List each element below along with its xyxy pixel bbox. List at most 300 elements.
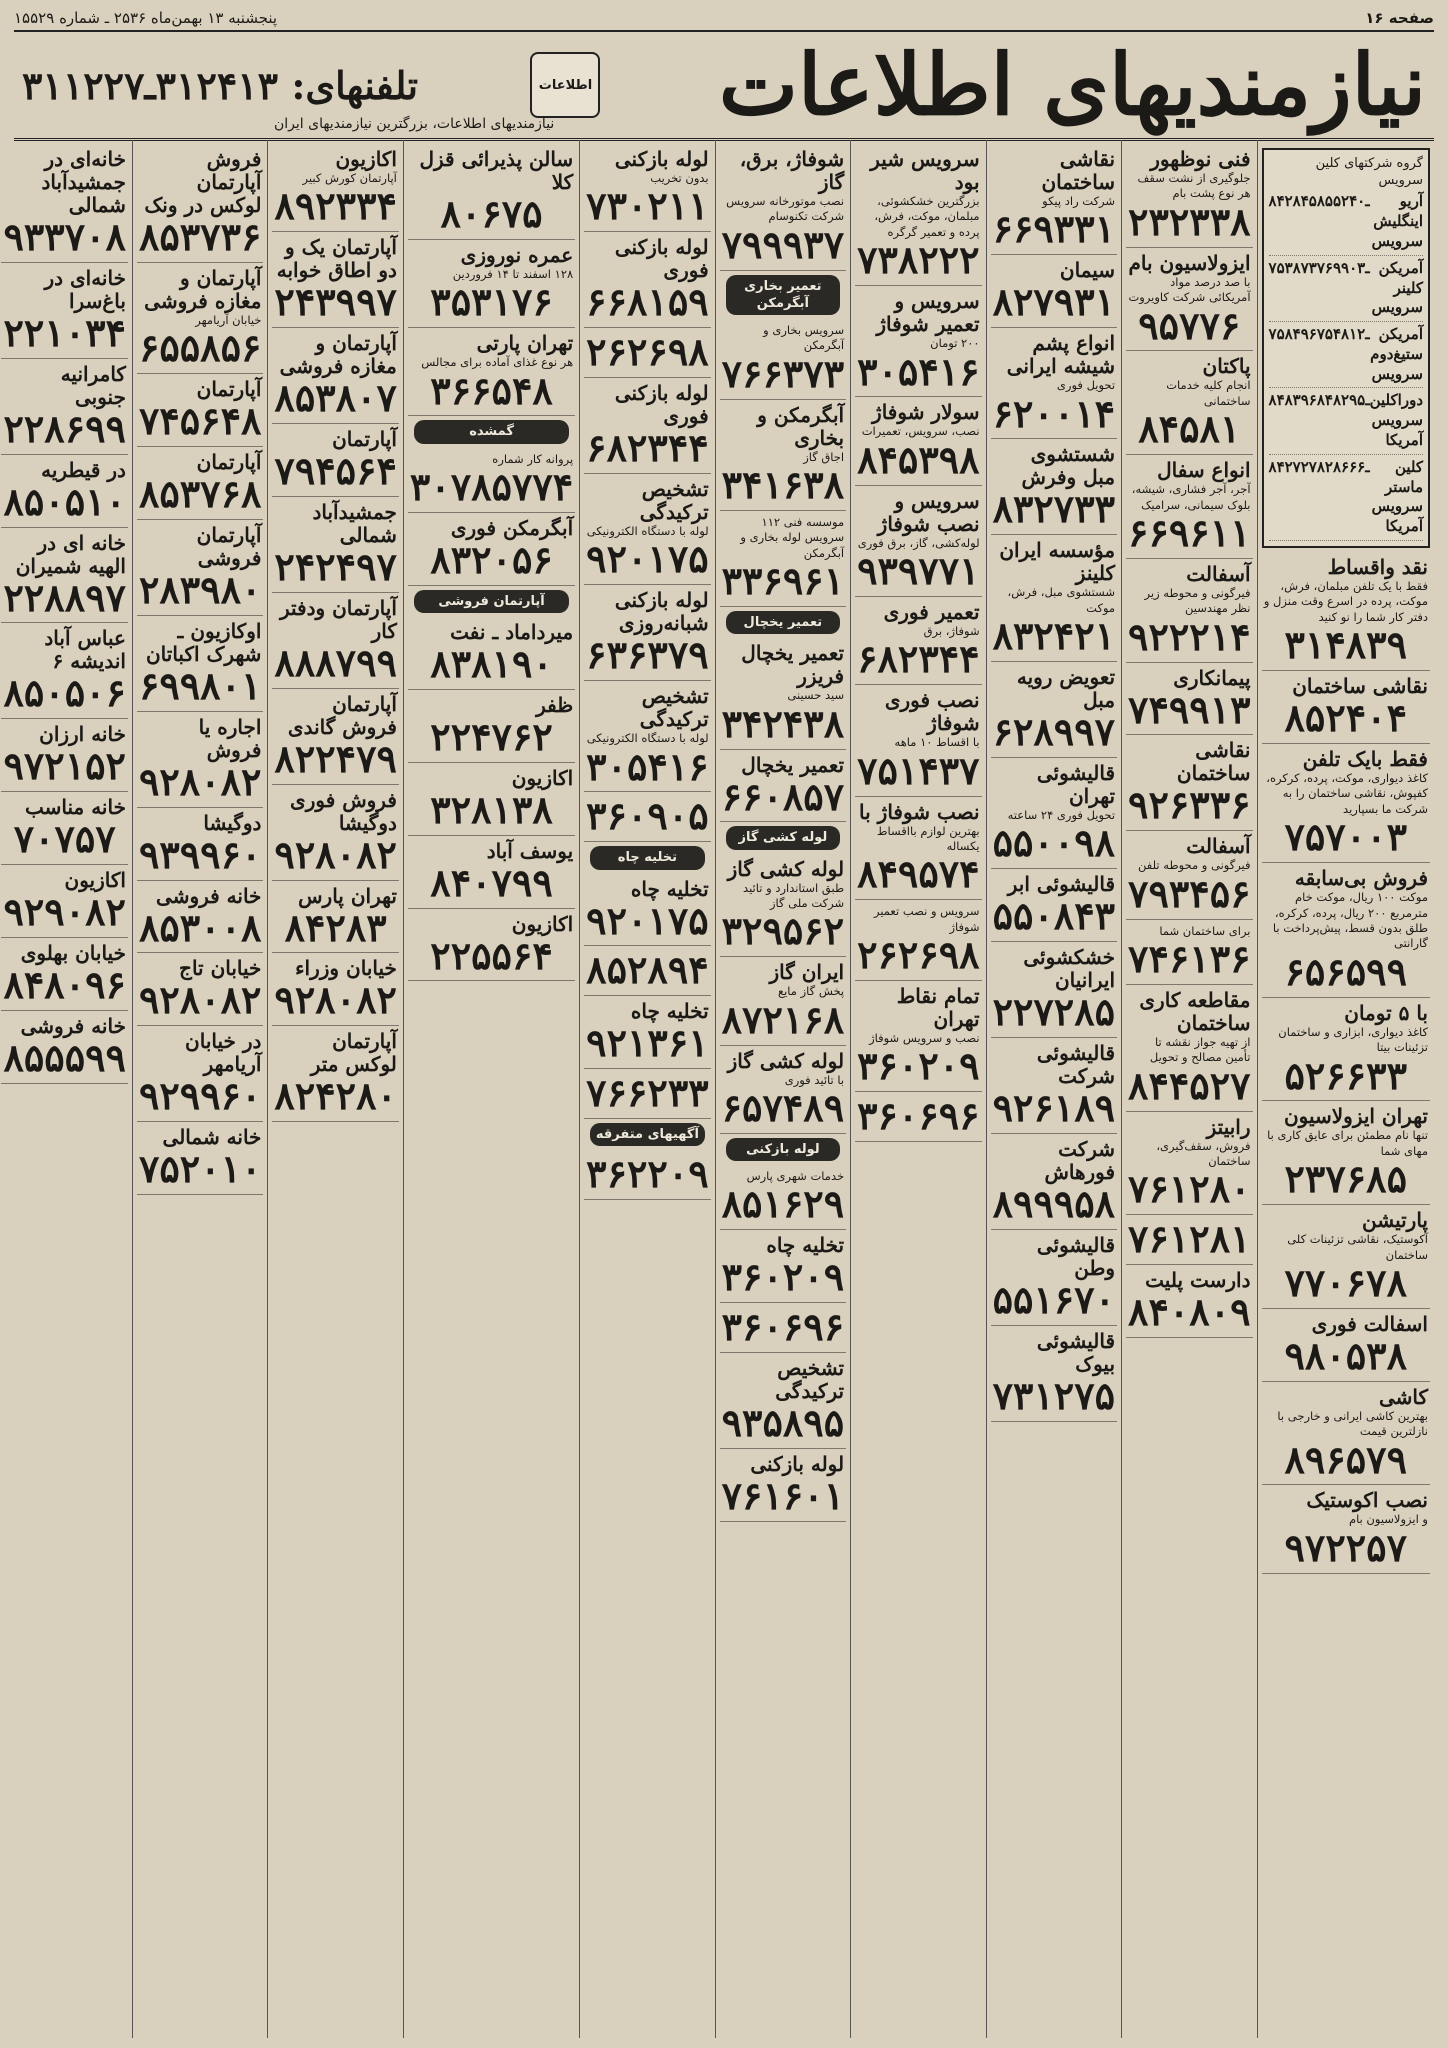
ad-title: خیابان بهلوی	[20, 941, 126, 966]
ad-title: خانه فروشی	[20, 1013, 126, 1038]
classified-ad	[1126, 144, 1252, 248]
ad-body: نصب، سرویس، تعمیرات	[861, 424, 980, 439]
ad-title: شرکت فورهاش	[1044, 1136, 1116, 1184]
ad-body: بهترین کاشی ایرانی و خارجی با نازلترین قیمت	[1277, 1408, 1428, 1439]
ad-title: تعمیر یخچال فریزر	[741, 641, 845, 689]
section-banner: تعمیر بخاری آبگرمکن	[726, 275, 840, 315]
company-name: دوراکلین سرویس آمریکا	[1369, 391, 1423, 450]
classified-ad	[991, 1326, 1117, 1422]
ad-title: فنی نوظهور	[1150, 147, 1251, 171]
classified-ad	[1, 792, 127, 865]
classified-ad	[720, 1353, 846, 1449]
ad-column-5	[715, 140, 850, 2038]
ad-title: تخلیه چاه	[630, 999, 709, 1024]
classified-ad	[408, 240, 575, 328]
ad-phone-number: ۳۵۳۱۷۶	[430, 279, 553, 325]
classified-ad	[1, 623, 127, 719]
ad-phone-number: ۲۲۱۰۳۴	[3, 309, 126, 355]
section-banner: آگهیهای متفرقه	[590, 1123, 704, 1146]
ad-body: شوفاژ، برق	[923, 624, 980, 638]
ad-phone-number: ۲۲۸۸۹۷	[3, 574, 126, 620]
ad-title: فروش آپارتمان لوکس در ونک	[144, 147, 262, 217]
classified-ad	[720, 638, 846, 749]
ad-title: آپارتمان و مغازه فروشی	[279, 331, 397, 379]
ad-body: لوله‌کشی، گاز، برق فوری	[857, 535, 980, 550]
ad-phone-number: ۲۸۳۹۸۰	[138, 566, 262, 612]
ad-phone-number: ۳۶۰۲۰۹	[721, 1254, 845, 1300]
ad-body: بزرگترین خشکشوئی، مبلمان، موکت، فرش، پرده و تعمیر گرگره	[874, 194, 980, 239]
ad-title: اوکازیون ـ شهرک اکباتان	[145, 618, 262, 666]
ad-phone-number: ۸۴۰۷۹۹	[430, 859, 553, 905]
ad-phone-number: ۵۲۶۶۳۳	[1284, 1052, 1407, 1098]
ad-phone-number: ۸۵۵۵۹۹	[3, 1034, 126, 1080]
ad-body: پخش گاز مایع	[777, 984, 845, 999]
ad-column-9	[132, 140, 267, 2038]
classified-ad	[720, 400, 846, 511]
ad-title: کامرانیه جنوبی	[60, 361, 126, 409]
ad-body: ۱۲۸ اسفند تا ۱۴ فروردین	[452, 266, 574, 281]
ad-phone-number: ۸۴۴۵۲۷	[1128, 1062, 1251, 1108]
ad-title: اکازیون	[511, 765, 574, 790]
classified-ad	[720, 1046, 846, 1134]
ad-phone-number: ۸۴۲۸۳	[284, 904, 387, 950]
ad-body: موسسه فنی ۱۱۲ سرویس لوله بخاری و آبگرمکن	[740, 515, 845, 560]
classified-ad	[1, 719, 127, 792]
classified-ad	[584, 681, 710, 792]
ad-phone-number: ۸۲۴۲۸۰	[274, 1073, 397, 1119]
ad-title: ایزولاسیون بام	[1128, 250, 1251, 275]
classified-ad	[137, 616, 263, 712]
phone-number: ۸۴۸۳۹۶ـ۸۴۸۲۹۵	[1268, 391, 1370, 410]
classified-ad	[991, 662, 1117, 758]
ad-title: خیابان وزراء	[295, 956, 397, 981]
classified-ad	[584, 585, 710, 681]
ad-title: قالیشوئی بیوک	[1036, 1328, 1116, 1376]
ad-phone-number: ۹۲۸۰۸۲	[138, 977, 262, 1023]
ad-phone-number: ۸۵۲۸۹۴	[586, 947, 709, 993]
classified-ad	[991, 1230, 1117, 1326]
ad-body: و ایزولاسیون بام	[1348, 1512, 1428, 1527]
classified-ad	[991, 1038, 1117, 1134]
ad-phone-number: ۸۲۲۴۷۹	[274, 735, 397, 781]
ad-phone-number: ۵۵۰۸۴۳	[992, 893, 1116, 939]
classified-ad	[991, 328, 1117, 439]
page-number: صفحه ۱۶	[1365, 9, 1434, 27]
classified-ad	[584, 378, 710, 474]
ad-phone-number: ۸۴۵۸۱	[1138, 406, 1241, 452]
classified-ad	[1262, 744, 1430, 863]
ad-body: پروانه کار شماره	[492, 451, 574, 466]
ad-phone-number: ۹۲۸۰۸۲	[274, 831, 397, 877]
ad-body: شرکت راد پیکو	[1042, 194, 1116, 208]
masthead-title: نیازمندیهای اطلاعات	[718, 35, 1426, 134]
classified-ad	[137, 1026, 263, 1122]
ad-title: آسفالت	[1186, 561, 1251, 586]
classified-ad	[137, 1122, 263, 1195]
ad-title: لوله کشی گاز	[727, 1048, 845, 1073]
ad-title: سرویس و تعمیر شوفاژ	[876, 289, 980, 337]
classified-ad	[272, 785, 398, 881]
ad-phone-number: ۹۷۲۲۵۷	[1284, 1524, 1407, 1570]
classified-ad	[408, 513, 575, 586]
ad-title: اجاره یا فروش	[198, 714, 262, 762]
classified-ad	[1126, 248, 1252, 352]
ad-title: پارتیشن	[1362, 1208, 1428, 1233]
classified-ad	[1126, 663, 1252, 736]
ad-phone-number: ۷۷۰۶۷۸	[1284, 1259, 1407, 1305]
ad-title: مؤسسه ایران کلینز	[999, 538, 1116, 586]
ad-column-2	[1121, 140, 1256, 2038]
ad-title: سرویس شیر بود	[870, 147, 980, 194]
classified-ad	[272, 232, 398, 328]
ad-body: تحویل فوری	[1056, 378, 1116, 393]
classified-ad	[408, 836, 575, 909]
classified-ad	[1262, 1205, 1430, 1309]
ad-phone-number: ۷۳۱۲۷۵	[992, 1372, 1116, 1418]
ad-title: آپارتمان فروش گاندی	[287, 691, 397, 739]
ad-title: لوله بازکنی فوری	[614, 235, 709, 283]
dateline: پنجشنبه ۱۳ بهمن‌ماه ۲۵۳۶ ـ شماره ۱۵۵۲۹	[14, 9, 278, 27]
classified-ad	[272, 328, 398, 424]
classified-ad	[1, 359, 127, 455]
ad-body: خدمات شهری پارس	[746, 1169, 845, 1184]
ad-phone-number: ۹۳۹۷۷۱	[857, 548, 980, 594]
ad-title: سولار شوفاژ	[872, 400, 980, 425]
ad-phone-number: ۳۱۴۸۳۹	[1284, 622, 1407, 668]
ad-title: قالیشوئی شرکت	[1036, 1041, 1116, 1089]
ad-phone-number: ۶۲۸۹۹۷	[992, 709, 1116, 755]
classified-ad	[272, 1026, 398, 1122]
ad-title: اکازیون	[335, 147, 397, 171]
boxed-ad-row	[1269, 455, 1423, 541]
ad-phone-number: ۹۳۵۸۹۵	[721, 1400, 845, 1446]
ad-title: جمشیدآباد شمالی	[312, 499, 397, 547]
ad-phone-number: ۸۴۵۳۹۸	[857, 436, 980, 482]
ad-title: تخلیه چاه	[766, 1233, 845, 1258]
masthead-seal-logo: اطلاعات	[530, 52, 600, 118]
ad-phone-number: ۸۲۷۹۳۱	[992, 279, 1116, 325]
ad-column-4	[850, 140, 985, 2038]
classified-ad	[137, 520, 263, 616]
ad-column-1	[1257, 140, 1434, 2038]
ad-title: دوگیشا	[203, 810, 262, 835]
boxed-ad-row	[1269, 256, 1423, 322]
classified-ad	[720, 750, 846, 823]
ad-phone-number: ۶۸۲۳۴۴	[586, 425, 709, 471]
ad-column-8	[267, 140, 402, 2038]
classified-ad	[272, 144, 398, 232]
classified-ad	[720, 511, 846, 607]
classified-ad	[1262, 1101, 1430, 1205]
ad-phone-number: ۹۲۹۹۶۰	[138, 1073, 262, 1119]
boxed-ad-row	[1269, 189, 1423, 255]
ad-title: عمره نوروزی	[460, 242, 574, 267]
classified-ad	[720, 1230, 846, 1303]
ad-title: میرداماد ـ نفت	[450, 619, 574, 644]
ad-phone-number: ۷۰۷۵۷	[13, 816, 116, 862]
classified-ad	[720, 319, 846, 400]
section-banner: لوله بازکنی	[726, 1138, 840, 1161]
ad-title: نقاشی ساختمان	[1176, 738, 1251, 786]
ad-phone-number: ۳۰۵۴۱۶	[586, 743, 709, 789]
ad-body: سرویس بخاری و آبگرمکن	[763, 323, 845, 353]
classified-ad	[1262, 998, 1430, 1102]
ad-phone-number: ۵۵۰۰۹۸	[992, 820, 1116, 866]
ad-phone-number: ۸۹۶۵۷۹	[1284, 1436, 1407, 1482]
classified-ad	[855, 1092, 981, 1142]
classified-ad	[1, 144, 127, 263]
ad-phone-number: ۲۴۳۹۹۷	[274, 279, 397, 325]
ad-body: برای ساختمان شما	[1159, 923, 1251, 938]
ad-phone-number: ۶۵۵۸۵۶	[138, 325, 262, 371]
ad-title: تعویض رویه مبل	[1016, 665, 1116, 713]
ad-phone-number: ۲۳۷۶۸۵	[1284, 1156, 1407, 1202]
classified-ad	[1126, 831, 1252, 919]
classified-ad	[855, 486, 981, 597]
ad-body: آکوستیک، نقاشی تزئینات کلی ساختمان	[1287, 1232, 1428, 1262]
ad-title: تعمیر یخچال	[741, 752, 845, 777]
ad-title: ایران گاز	[769, 960, 845, 985]
ad-phone-number: ۳۲۸۱۳۸	[430, 786, 553, 832]
classified-ad	[991, 144, 1117, 255]
ad-body: بدون تخریب	[650, 171, 709, 185]
ad-title: فقط بایک تلفن	[1302, 747, 1428, 772]
classified-ad	[584, 1069, 710, 1119]
classified-ad	[855, 900, 981, 981]
classified-ad	[584, 328, 710, 378]
ad-title: نقد واقساط	[1327, 555, 1428, 580]
ad-phone-number: ۸۵۱۶۲۹	[721, 1181, 845, 1227]
classified-ad	[137, 447, 263, 520]
ad-phone-number: ۲۲۴۷۶۲	[430, 713, 553, 759]
classified-ad	[1262, 863, 1430, 998]
ad-phone-number: ۳۴۱۶۳۸	[721, 462, 845, 508]
ad-body: کاغذ دیواری، ابزاری و ساختمان تزئینات بیتا	[1278, 1024, 1428, 1055]
classified-ad	[991, 255, 1117, 328]
ad-title: فروش بی‌سابقه	[1294, 866, 1428, 891]
classified-ad	[855, 144, 981, 286]
section-banner: لوله کشی گاز	[726, 826, 840, 849]
ad-title: آپارتمان	[196, 377, 262, 402]
ad-title: ظفر	[536, 692, 574, 717]
ad-phone-number: ۹۲۸۰۸۲	[274, 977, 397, 1023]
ad-phone-number: ۷۹۴۵۶۴	[274, 448, 397, 494]
classified-ad	[1126, 985, 1252, 1112]
ad-body: فروش، سقف‌گیری، ساختمان	[1156, 1138, 1251, 1168]
ad-phone-number: ۸۳۲۰۵۶	[430, 536, 553, 582]
ad-columns	[3, 140, 1434, 2038]
ad-title: تشخیص ترکیدگی	[775, 1356, 845, 1404]
classified-ad	[408, 617, 575, 690]
classified-ad	[855, 597, 981, 685]
ad-column-7	[403, 140, 579, 2038]
classified-ad	[408, 690, 575, 763]
ad-phone-number: ۹۳۹۹۶۰	[138, 831, 262, 877]
ad-phone-number: ۹۳۳۷۰۸	[3, 214, 126, 259]
ad-phone-number: ۹۲۹۰۸۲	[3, 889, 126, 935]
classified-ad	[855, 981, 981, 1092]
ad-phone-number: ۷۶۶۳۷۳	[721, 350, 845, 396]
classified-ad	[1262, 1309, 1430, 1382]
ad-title: انواع پشم شیشه ایرانی	[1006, 331, 1116, 379]
ad-title: رابیتز	[1206, 1114, 1251, 1139]
ad-body: جلوگیری از نشت سقف هر نوع پشت بام	[1137, 171, 1251, 201]
classified-ad	[1, 455, 127, 528]
masthead	[14, 32, 1434, 141]
ad-phone-number: ۳۴۲۴۳۸	[721, 700, 845, 746]
classified-ad	[584, 474, 710, 585]
ad-title: خانه ای در الهیه شمیران	[15, 530, 126, 578]
ad-title: لوله بازکنی	[750, 1452, 845, 1477]
ad-phone-number: ۲۲۷۲۸۵	[992, 989, 1116, 1035]
ad-title: تهران پارتی	[476, 331, 574, 356]
ad-title: تهران پارس	[298, 883, 397, 908]
ad-body: لوله با دستگاه الکترونیکی	[586, 523, 709, 538]
ad-body: با صد درصد مواد آمریکائی شرکت کاویروت	[1128, 274, 1251, 305]
classified-ad	[137, 953, 263, 1026]
ad-phone-number: ۷۵۲۰۱۰	[138, 1146, 262, 1192]
ad-column-6	[579, 140, 714, 2038]
ad-phone-number: ۳۶۰۶۹۶	[721, 1304, 845, 1350]
ad-title: پیمانکاری	[1173, 665, 1251, 690]
classified-ad	[720, 1303, 846, 1353]
ad-phone-number: ۹۲۸۰۸۲	[138, 758, 262, 804]
ad-phone-number: ۸۵۳۰۰۸	[138, 904, 262, 950]
classified-ad	[584, 144, 710, 232]
ad-phone-number: ۸۴۸۰۹۶	[3, 962, 126, 1008]
ad-body: سرویس و نصب تعمیر شوفاژ	[873, 904, 980, 934]
ad-title: نصب فوری شوفاژ	[884, 688, 980, 736]
classified-ad	[408, 909, 575, 982]
boxed-ad-row	[1269, 388, 1423, 454]
ad-phone-number: ۸۹۲۳۳۴	[274, 183, 397, 229]
ad-body: شستشوی مبل، فرش، موکت	[1007, 585, 1116, 615]
ad-phone-number: ۳۰۵۴۱۶	[857, 348, 980, 394]
classified-ad	[720, 144, 846, 271]
ad-title: آپارتمان و مغازه فروشی	[144, 265, 262, 313]
ad-phone-number: ۵۵۱۶۷۰	[992, 1276, 1116, 1322]
ad-body: طبق استاندارد و تائید شرکت ملی گاز	[743, 880, 845, 911]
ad-body: خیابان آریامهر	[195, 312, 262, 327]
classified-ad	[272, 953, 398, 1026]
ad-title: خانه‌ای در باغ‌سرا	[44, 265, 126, 313]
ad-phone-number: ۶۲۰۰۱۴	[992, 390, 1116, 436]
ad-phone-number: ۶۵۶۵۹۹	[1284, 948, 1407, 994]
ad-phone-number: ۷۹۹۹۳۷	[721, 221, 845, 267]
classified-ad	[272, 881, 398, 954]
ad-title: سرویس و نصب شوفاژ	[877, 488, 980, 536]
ad-title: یوسف آباد	[486, 838, 574, 863]
classified-ad	[1126, 735, 1252, 831]
ad-title: انواع سفال	[1157, 458, 1251, 483]
ad-title: خانه مناسب	[25, 795, 126, 820]
ad-title: مقاطعه کاری ساختمان	[1139, 987, 1251, 1035]
boxed-ad	[1262, 148, 1430, 548]
section-banner: آپارتمان فروشی	[414, 590, 569, 613]
ad-title: پاکتان	[1202, 354, 1251, 379]
ad-title: خانه ارزان	[39, 722, 126, 747]
ad-phone-number: ۷۶۶۲۳۳	[586, 1070, 709, 1116]
ad-title: دارست پلیت	[1145, 1268, 1251, 1293]
ad-body: با تائید فوری	[784, 1072, 845, 1087]
ad-title: آسفالت	[1186, 834, 1251, 859]
ad-phone-number: ۷۶۱۲۸۰	[1128, 1166, 1251, 1212]
classified-ad	[272, 424, 398, 497]
ad-phone-number: ۸۵۳۷۳۶	[138, 214, 262, 259]
classified-ad	[408, 328, 575, 416]
classified-ad	[137, 263, 263, 374]
ad-phone-number: ۳۰۷۸۵۷۷۴	[409, 464, 574, 510]
ad-body: سید حسینی	[787, 688, 845, 703]
classified-ad	[991, 869, 1117, 942]
ad-phone-number: ۸۰۶۷۵	[440, 191, 543, 236]
classified-ad	[855, 797, 981, 901]
ad-phone-number: ۳۶۲۲۰۹	[586, 1151, 709, 1197]
ad-title: نصب شوفاژ با	[859, 799, 980, 824]
ad-body: نصب و سرویس شوفاژ	[869, 1031, 980, 1045]
classified-ad	[137, 144, 263, 263]
ad-title: آبگرمکن و بخاری	[757, 402, 845, 450]
ad-title: اسفالت فوری	[1311, 1311, 1428, 1336]
classified-ad	[991, 1134, 1117, 1230]
ad-body: هر نوع غذای آماده برای مجالس	[421, 355, 574, 370]
classified-ad	[408, 448, 575, 513]
ad-phone-number: ۸۵۰۵۰۶	[3, 670, 126, 716]
ad-phone-number: ۹۲۲۲۱۴	[1128, 613, 1251, 659]
ad-phone-number: ۷۴۶۱۳۶	[1128, 936, 1251, 981]
ad-phone-number: ۲۶۲۶۹۸	[857, 932, 980, 978]
ad-title: آپارتمان	[332, 427, 397, 452]
ad-title: لوله بازکنی شبانه‌روزی	[614, 588, 709, 636]
ad-body: ۲۰۰ تومان	[930, 336, 980, 351]
ad-title: شستشوی مبل وفرش	[1021, 442, 1116, 490]
ad-title: تهران ایزولاسیون	[1283, 1104, 1428, 1129]
ad-phone-number: ۸۳۲۴۲۱	[992, 613, 1116, 659]
classified-ad	[1, 263, 127, 359]
ad-phone-number: ۸۷۲۱۶۸	[721, 996, 845, 1042]
ad-phone-number: ۹۵۷۷۶	[1138, 302, 1241, 348]
classified-ad	[1126, 351, 1252, 455]
ad-phone-number: ۸۳۸۱۹۰	[430, 640, 553, 686]
classified-ad	[584, 874, 710, 947]
classified-ad	[584, 996, 710, 1069]
classified-ad	[1, 938, 127, 1011]
classified-ad	[720, 1449, 846, 1522]
ad-title: آپارتمان یک و دو اطاق خوابه	[276, 235, 397, 283]
classified-ad	[584, 792, 710, 842]
ad-phone-number: ۶۶۹۳۳۱	[992, 206, 1116, 252]
section-banner: تعمیر یخچال	[726, 611, 840, 634]
company-name: کلین ماستر سرویس آمریکا	[1371, 457, 1423, 536]
classified-ad	[584, 946, 710, 996]
classified-ad	[1126, 559, 1252, 663]
ad-title: آپارتمان ودفتر کار	[279, 595, 397, 643]
ad-phone-number: ۷۵۷۰۰۳	[1284, 814, 1407, 860]
classified-ad	[137, 712, 263, 808]
classified-ad	[855, 397, 981, 485]
ad-phone-number: ۲۴۲۴۹۷	[274, 543, 397, 589]
ad-phone-number: ۹۸۰۵۳۸	[1284, 1332, 1407, 1378]
ad-phone-number: ۳۶۰۶۹۶	[857, 1093, 980, 1139]
ad-body: لوله با دستگاه الکترونیکی	[586, 731, 709, 746]
classified-ad	[1262, 1485, 1430, 1573]
ad-body: تنها نام مطمئن برای عایق کاری با مهای شما	[1267, 1128, 1428, 1158]
ad-title: قالیشوئی تهران	[1036, 760, 1116, 808]
ad-body: آپارتمان کورش کبیر	[302, 171, 397, 185]
ad-title: تخلیه چاه	[630, 876, 709, 901]
ad-title: نقاشی ساختمان	[1041, 147, 1116, 194]
ad-title: آبگرمکن فوری	[450, 515, 574, 540]
